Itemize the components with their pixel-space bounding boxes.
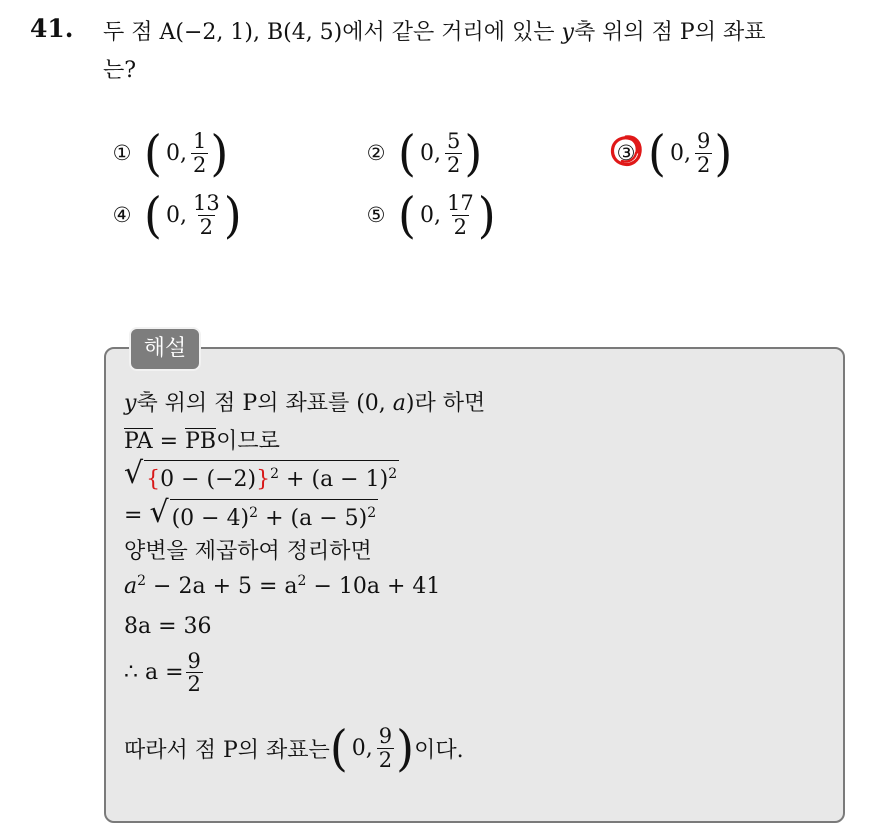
l3-sq2: 2 (388, 466, 398, 482)
l8-pre: ∴ a = (124, 660, 184, 686)
question-text (103, 14, 863, 90)
explanation-tag: 해설 (129, 327, 201, 371)
explanation-line-2 (124, 424, 280, 455)
choice-1-num: 1 (192, 129, 207, 154)
choice-1-zero: 0, (165, 140, 187, 166)
choice-3-symbol: ③ (616, 141, 636, 165)
l3-sq: 2 (270, 466, 280, 482)
choice-2-num: 5 (446, 129, 461, 154)
choice-1[interactable]: ① ( 0, $\frac{1}{2}$ ) (110, 130, 228, 176)
choice-3-zero: 0, (669, 140, 691, 166)
l8-num: 9 (187, 649, 201, 673)
l1-text: 축 위의 점 P의 좌표를 (0, (136, 391, 393, 416)
l6-mid: − 2a + 5 = a (146, 574, 298, 599)
choice-2-symbol: ② (366, 141, 386, 165)
l9-den: 2 (378, 747, 393, 772)
l4-body: (0 − 4) (171, 506, 250, 531)
red-brace-open: { (146, 467, 161, 492)
choice-4-den: 2 (199, 214, 213, 239)
l9-num: 9 (378, 724, 393, 749)
l6-a: a (124, 574, 138, 599)
question-text-line2: 는? (103, 58, 137, 83)
choice-3-den: 2 (696, 152, 711, 177)
choice-4-num: 13 (192, 191, 220, 216)
question-text-line1: 두 점 A(−2, 1), B(4, 5)에서 같은 거리에 있는 (103, 20, 562, 45)
choice-1-symbol: ① (112, 141, 132, 165)
l9-pre: 따라서 점 P의 좌표는 (124, 737, 330, 763)
choice-4-symbol: ④ (112, 203, 132, 227)
choice-5-symbol: ⑤ (366, 203, 386, 227)
explanation-line-6 (124, 573, 440, 599)
red-brace-close: } (256, 467, 271, 492)
l8-den: 2 (187, 672, 201, 697)
choice-5[interactable]: ⑤ ( 0, $\frac{17}{2}$ ) (364, 192, 496, 238)
var-y: y (124, 391, 137, 416)
choice-4-zero: 0, (165, 202, 187, 228)
l4-sq2: 2 (367, 505, 377, 521)
choice-3[interactable]: ③ ( 0, $\frac{9}{2}$ ) (614, 130, 732, 176)
question-var-y: y (561, 20, 574, 45)
choice-5-zero: 0, (419, 202, 441, 228)
explanation-line-9: 따라서 점 P의 좌표는 ( 0, $\frac{9}{2}$ ) 이다. (124, 719, 464, 777)
choice-5-num: 17 (446, 191, 474, 216)
l4-sq: 2 (249, 505, 259, 521)
explanation-line-4: = √ $(0 - 4)^2 + (a - 5)^2$ (124, 495, 377, 531)
choice-3-num: 9 (696, 129, 711, 154)
explanation-line-8 (124, 650, 205, 695)
question-text-line1-end: 축 위의 점 P의 좌표 (573, 20, 766, 45)
explanation-line-1 (124, 386, 485, 417)
segment-pa: PA (124, 429, 153, 454)
var-a: a (392, 391, 406, 416)
segment-pb: PB (185, 429, 217, 454)
l9-zero: 0, (351, 735, 373, 761)
l6-sq2: 2 (297, 573, 307, 589)
l9-end: 이다. (414, 737, 464, 763)
l1-end: )라 하면 (405, 391, 486, 416)
l3-rest: + (a − 1) (279, 467, 389, 492)
l3-mid: 0 − (−2) (160, 467, 257, 492)
choice-5-den: 2 (453, 214, 467, 239)
choice-2-zero: 0, (419, 140, 441, 166)
explanation-line-3: √ $\{0 - (-2)\}^2 + (a - 1)^2$ (124, 456, 398, 492)
choice-2[interactable]: ② ( 0, $\frac{5}{2}$ ) (364, 130, 482, 176)
question-number: 41. (30, 14, 74, 43)
l2-end: 이므로 (216, 429, 280, 454)
l4-rest: + (a − 5) (258, 506, 368, 531)
explanation-line-5: 양변을 제곱하여 정리하면 (124, 539, 372, 564)
l4-eq: = (124, 503, 150, 528)
l6-end: − 10a + 41 (306, 574, 441, 599)
choice-1-den: 2 (192, 152, 207, 177)
choice-4[interactable]: ④ ( 0, $\frac{13}{2}$ ) (110, 192, 242, 238)
l2-eq: = (152, 429, 186, 454)
choice-2-den: 2 (446, 152, 461, 177)
l6-sq: 2 (137, 573, 147, 589)
explanation-line-7: 8a = 36 (124, 614, 212, 639)
